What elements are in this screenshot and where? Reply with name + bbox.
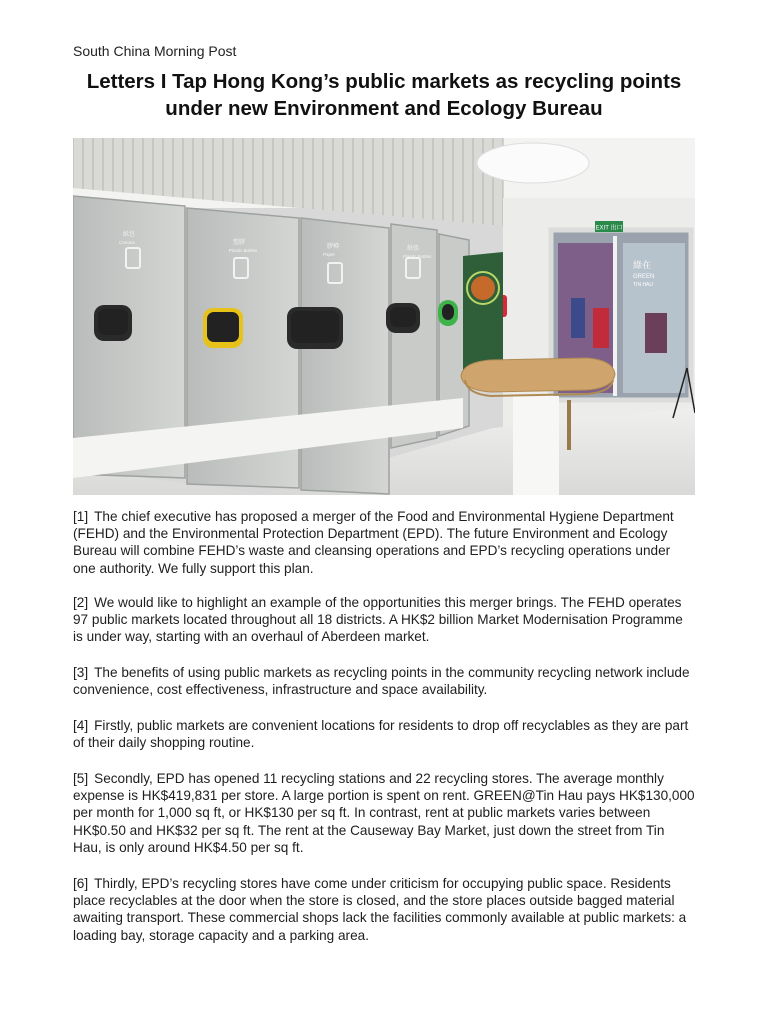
paragraph-text: The chief executive has proposed a merger of the Food and Environmental Hygiene Department (FEHD) and the Environmental Protection Department (EPD). The future Environment and Ecology Bureau will combine FEHD’s waste and cleansing operations and EPD’s recycling operations under one authority. We fully support this plan. [73,509,674,576]
bin-label: Cartons [119,240,135,245]
recycling-bin-panel [301,218,389,494]
store-sign-cn: 綠在 [633,260,652,270]
bin-label-cn: 塑膠 [233,240,246,246]
paragraph-3 [73,664,695,698]
paragraph-text: Secondly, EPD has opened 11 recycling stations and 22 recycling stores. The average monthly expense is HK$419,831 per store. A large portion is spent on rent. GREEN@Tin Hau pays HK$130,000 per month for 1,000 sq ft, or HK$130 per sq ft. In contrast, rent at public markets varies between HK$0.50 and HK$32 per sq ft. The rent at the Causeway Bay Market, just down the street from Tin Hau, is only around HK$4.50 per sq ft. [73,771,695,855]
publication-name: South China Morning Post [73,43,237,59]
paragraph-number: [1] [73,509,89,524]
bin-opening [442,304,454,320]
store-sign-sub: TIN HAU [633,282,653,288]
paragraph-text: The benefits of using public markets as recycling points in the community recycling network include convenience, cost effectiveness, infrastructure and space availability. [73,665,690,698]
bin-opening [207,312,239,342]
bin-opening [98,309,128,335]
store-sign: GREEN [633,274,655,280]
paragraph-5 [73,770,695,856]
bin-label: Plastic Bottles [229,248,258,253]
bin-label: Paper [323,252,336,257]
paragraph-text: We would like to highlight an example of the opportunities this merger brings. The FEHD operates 97 public markets located throughout all 18 districts. A HK$2 billion Market Modernisation Programme is under way, starting with an overhaul of Aberdeen market. [73,595,683,645]
headline: Letters I Tap Hong Kong’s public markets as recycling points under new Environment and Ecology Bureau [86,70,682,120]
ceiling-light [477,143,589,183]
bin-opening [291,311,339,343]
paragraph-number: [2] [73,595,89,610]
paragraph-4 [73,717,695,751]
bin-label-cn: 紙包 [123,232,136,238]
bin-label-cn: 膠樽 [327,244,340,250]
bin-opening [390,307,416,327]
paragraph-text: Thirdly, EPD’s recycling stores have come under criticism for occupying public space. Residents place recyclables at the door when the store is closed, and the store places outside bagged material awaiting transport. These commercial shops lack the facilities commonly available at public markets: a loading bay, storage capacity and a parking area. [73,876,687,943]
bin-label: Plastic Bottles [403,254,432,259]
paragraph-number: [3] [73,665,89,680]
paragraph-number: [6] [73,876,89,891]
paragraph-number: [5] [73,771,89,786]
paragraph-6 [73,875,695,944]
paragraph-number: [4] [73,718,89,733]
paragraph-2 [73,594,695,646]
paragraph-text: Firstly, public markets are convenient locations for residents to drop off recyclables as they are part of their daily shopping routine. [73,718,689,751]
paragraph-1 [73,508,695,577]
article-photo [73,138,695,495]
exit-sign-text: EXIT 出口 [595,225,623,232]
bin-label-cn: 紙張 [407,246,420,252]
